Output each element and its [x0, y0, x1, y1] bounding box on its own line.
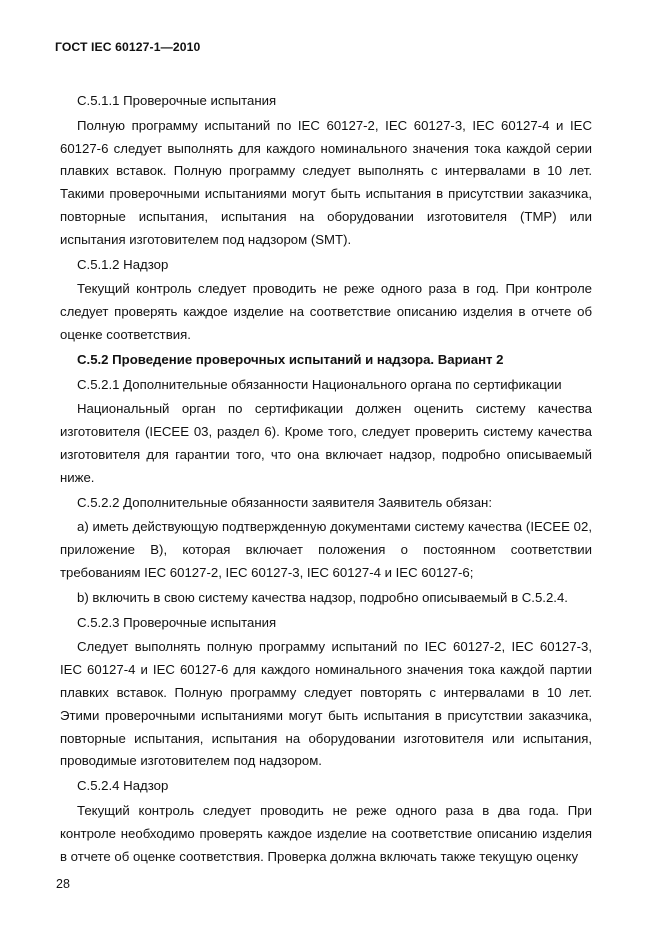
page-number: 28 — [56, 877, 70, 891]
page-body — [60, 90, 592, 868]
paragraph: Текущий контроль следует проводить не реже одного раза в два года. При контроле необходимо проверять каждое изделие на соответствие описанию изделия в отчете об оценке соответствия. Проверка должна включать также текущую оценку — [60, 802, 592, 864]
list-item: b) включить в свою систему качества надзор, подробно описываемый в С.5.2.4. — [77, 589, 568, 605]
clause-heading: C.5.2.3 Проверочные испытания — [77, 614, 277, 630]
paragraph: Полную программу испытаний по IEC 60127-2, IEC 60127-3, IEC 60127-4 и IEC 60127-6 следует выполнять для каждого номинального значения тока каждой серии плавких вставок. Полную программу следует выполнять с интервалами в 10 лет. Такими проверочными испытаниями могут быть испытания в присутствии заказчика, повторные испытания, испытания на оборудовании изготовителя (TMP) или испытания изготовителем под надзором (SMT). — [60, 117, 592, 247]
section-heading: C.5.2 Проведение проверочных испытаний и надзора. Вариант 2 — [77, 351, 504, 367]
clause-heading: C.5.1.2 Надзор — [77, 256, 169, 272]
paragraph: Национальный орган по сертификации должен оценить систему качества изготовителя (IECEE 03, раздел 6). Кроме того, следует проверить систему качества изготовителя для гарантии того, что она включает надзор, подробно описываемый ниже. — [60, 401, 592, 485]
clause-heading: C.5.2.1 Дополнительные обязанности Национального органа по сертификации — [77, 376, 562, 392]
clause-heading: C.5.2.4 Надзор — [77, 778, 169, 794]
clause-heading: C.5.1.1 Проверочные испытания — [77, 93, 277, 108]
document-header: ГОСТ IEC 60127-1—2010 — [55, 40, 201, 54]
clause-heading: C.5.2.2 Дополнительные обязанности заявителя Заявитель обязан: — [77, 494, 492, 510]
list-item: a) иметь действующую подтвержденную документами систему качества (IECEE 02, приложение В), которая включает положения о постоянном соответствии требованиям IEC 60127-2, IEC 60127-3, IEC 60127-4 и IEC 60127-6; — [60, 519, 592, 580]
paragraph: Текущий контроль следует проводить не реже одного раза в год. При контроле следует проверять каждое изделие на соответствие описанию изделия в отчете об оценке соответствия. — [60, 281, 592, 342]
paragraph: Следует выполнять полную программу испытаний по IEC 60127-2, IEC 60127-3, IEC 60127-4 и IEC 60127-6 для каждого номинального значения тока каждой партии плавких вставок. Полную программу следует повторять с интервалами в 10 лет. Этими проверочными испытаниями могут быть испытания в присутствии заказчика, повторные испытания, испытания на оборудовании изготовителя или испытания, проводимые изготовителем под надзором. — [60, 639, 592, 769]
